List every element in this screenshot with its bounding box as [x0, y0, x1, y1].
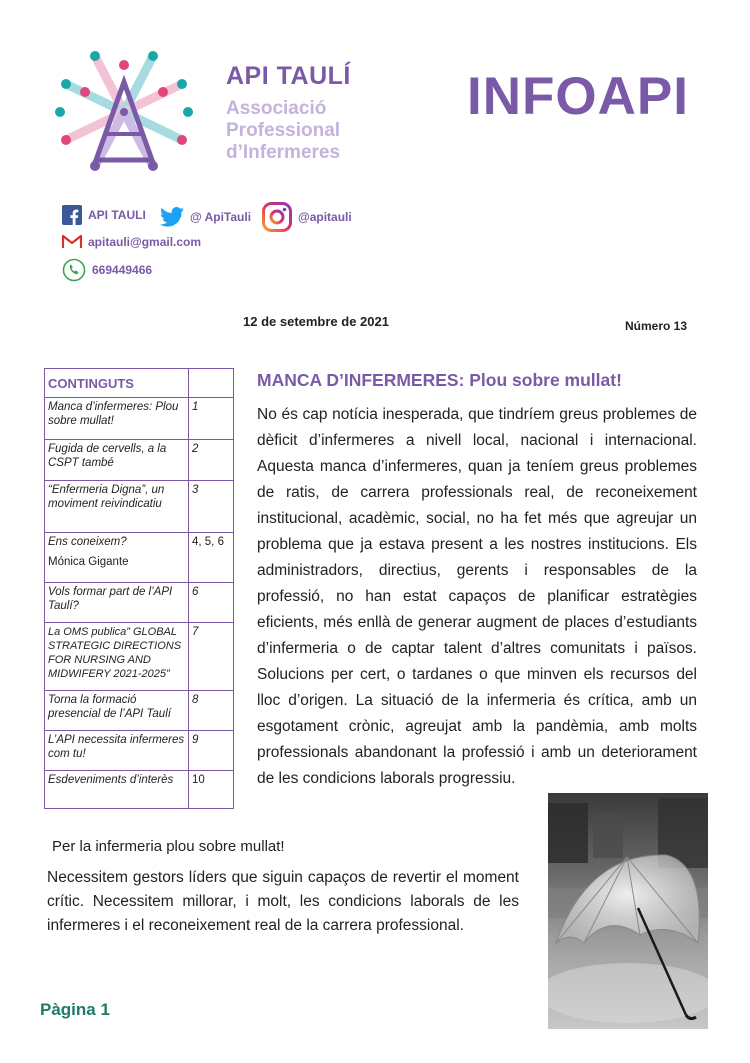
- toc-item-subtitle: Mónica Gigante: [48, 556, 129, 568]
- twitter-icon: [160, 207, 184, 227]
- org-subtitle-line: d’Infermeres: [226, 142, 341, 163]
- toc-row[interactable]: [45, 533, 234, 583]
- org-subtitle-line: Associació: [226, 98, 327, 119]
- toc-item-page: 2: [189, 440, 234, 481]
- toc-item-title: Esdeveniments d’interès: [45, 771, 189, 809]
- facebook-icon: [62, 205, 82, 225]
- gmail-icon: [62, 234, 82, 249]
- email-address: apitauli@gmail.com: [88, 234, 202, 249]
- toc-heading-page: [189, 369, 234, 398]
- toc-item-cell: [45, 533, 189, 583]
- issue-number: Número 13: [625, 319, 688, 333]
- org-name: API TAULÍ: [226, 62, 351, 90]
- toc-item-title: Torna la formació presencial de l’API Taulí: [45, 691, 189, 731]
- umbrella-photo: [548, 793, 708, 1029]
- toc-row[interactable]: [45, 583, 234, 623]
- twitter-contact[interactable]: [160, 207, 251, 227]
- toc-row[interactable]: [45, 623, 234, 691]
- page-number: Pàgina 1: [40, 1000, 110, 1019]
- toc-row[interactable]: [45, 481, 234, 533]
- toc-item-title: Fugida de cervells, a la CSPT també: [45, 440, 189, 481]
- toc-item-title: La OMS publica” GLOBAL STRATEGIC DIRECTIONS FOR NURSING AND MIDWIFERY 2021-2025”: [45, 623, 189, 691]
- toc-item-title: Ens coneixem?: [48, 536, 127, 548]
- phone-icon: [62, 258, 86, 282]
- toc-item-title: L’API necessita infermeres com tu!: [45, 731, 189, 771]
- toc-item-page: 3: [189, 481, 234, 533]
- toc-item-page: 8: [189, 691, 234, 731]
- phone-contact[interactable]: [62, 258, 152, 282]
- newsletter-title: INFOAPI: [467, 67, 689, 126]
- org-subtitle-line: Professional: [226, 120, 341, 141]
- toc-item-page: 4, 5, 6: [189, 533, 234, 583]
- toc-heading: CONTINGUTS: [45, 369, 189, 398]
- article-body-continued: Necessitem gestors líders que siguin capaços de revertir el moment crític. Necessitem millorar, i molt, les condicions laborals de les infermeres i el reconeixement real de la carrera professional.: [47, 869, 519, 934]
- instagram-contact[interactable]: [262, 202, 352, 232]
- facebook-contact[interactable]: [62, 205, 146, 225]
- article-subheading: Per la infermeria plou sobre mullat!: [52, 838, 285, 855]
- email-contact[interactable]: [62, 234, 201, 249]
- toc-item-title: “Enfermeria Digna”, un moviment reivindicatiu: [45, 481, 189, 533]
- toc-row[interactable]: [45, 731, 234, 771]
- toc-item-page: 9: [189, 731, 234, 771]
- instagram-icon: [262, 202, 292, 232]
- phone-number: 669449466: [92, 263, 153, 277]
- toc-item-page: 1: [189, 398, 234, 440]
- issue-date: 12 de setembre de 2021: [243, 314, 389, 329]
- toc-row[interactable]: [45, 691, 234, 731]
- article-headline: MANCA D’INFERMERES: Plou sobre mullat!: [257, 370, 622, 390]
- toc-item-page: 6: [189, 583, 234, 623]
- toc-item-page: 7: [189, 623, 234, 691]
- toc-row[interactable]: [45, 771, 234, 809]
- twitter-handle: @ ApiTauli: [190, 210, 252, 224]
- table-of-contents: [44, 368, 234, 809]
- instagram-handle: @apitauli: [298, 210, 352, 224]
- toc-item-page: 10: [189, 771, 234, 809]
- toc-row[interactable]: [45, 440, 234, 481]
- api-tauli-logo: [52, 48, 197, 176]
- toc-row[interactable]: [45, 398, 234, 440]
- toc-item-title: Manca d’infermeres: Plou sobre mullat!: [45, 398, 189, 440]
- article-body: No és cap notícia inesperada, que tindríem greus problemes de dèficit d’infermeres a nivell local, nacional i internacional. Aquesta manca d’infermeres, quan ja teníem greus problemes de ratis, de carrera professionals real, de reconeixement institucional, acadèmic, social, no ha fet més que agreujar un problema que ja estava present a les nostres institucions. Els administradors, directius, gerents i responsables de la professió, no han estat capaços de planificar estratègies eficients, més enllà de generar augment de places d’estudiants d’infermeria o de captar talent d’altres comunitats i països. Solucions per cert, o tardanes o que minven els recursos del lloc d’origen. La situació de la infermeria és crítica, amb un esgotament crònic, agreujat amb la pandèmia, amb molts professionals abandonant la professió i amb un deteriorament de les condicions laborals progressiu.: [257, 406, 697, 787]
- facebook-handle: API TAULI: [88, 208, 146, 222]
- org-subtitle: [226, 98, 426, 164]
- toc-item-title: Vols formar part de l’API Taulí?: [45, 583, 189, 623]
